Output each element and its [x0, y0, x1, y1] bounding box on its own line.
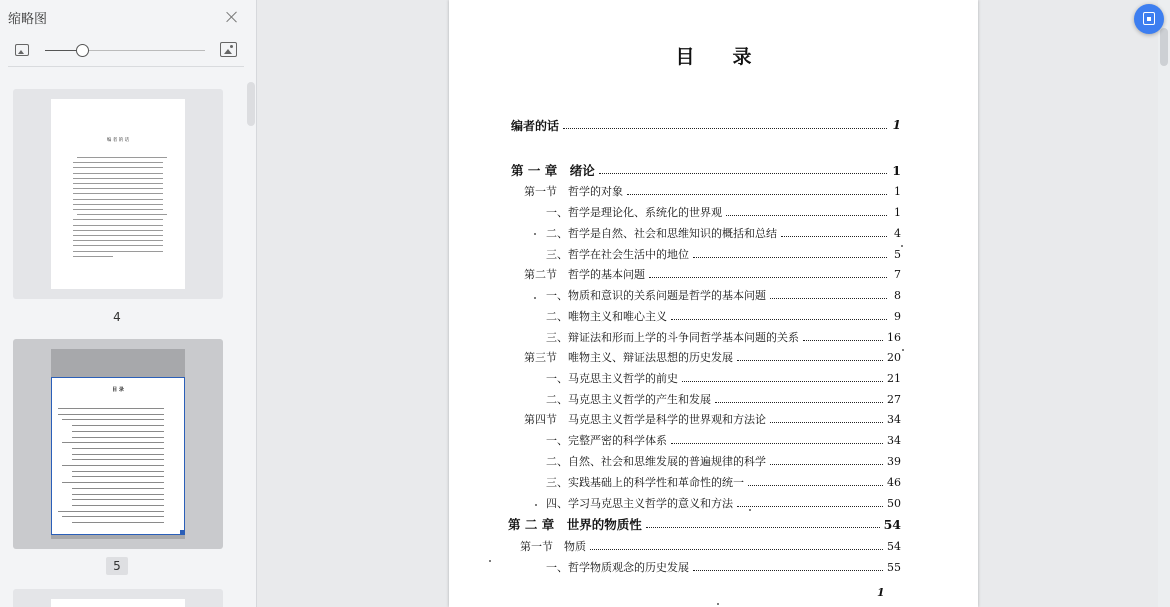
- scan-speck: [489, 560, 491, 562]
- scan-speck: [534, 297, 536, 299]
- toc-leader-dots: [682, 381, 883, 382]
- thumbnail-text-line: [58, 414, 164, 415]
- toc-leader-dots: [770, 298, 887, 299]
- scan-speck: [534, 233, 536, 235]
- toc-entry-page: 5: [894, 247, 901, 261]
- thumbnail-text-line: [73, 199, 163, 200]
- thumbnail-text-line: [73, 209, 163, 210]
- main-scrollbar[interactable]: [1158, 0, 1170, 607]
- thumbnail-text-line: [72, 454, 164, 455]
- toc-entry-page: 9: [894, 309, 901, 323]
- thumbnail-viewport-frame: [51, 377, 185, 535]
- main-scrollbar-thumb[interactable]: [1160, 28, 1168, 66]
- toc-leader-dots: [737, 506, 883, 507]
- toc-entry-page: 8: [894, 288, 901, 302]
- toc-entry-page: 55: [887, 560, 901, 574]
- scan-speck: [749, 509, 751, 511]
- toc-leader-dots: [649, 277, 887, 278]
- thumbnail-text-line: [73, 219, 163, 220]
- toc-entry-page: 7: [894, 267, 901, 281]
- toc-entry-label: 第 二 章 世界的物质性: [508, 517, 642, 532]
- toc-entry-page: 39: [887, 454, 901, 468]
- toc-entry-page: 54: [887, 539, 901, 553]
- toc-entry[interactable]: [508, 516, 901, 532]
- toc-leader-dots: [781, 236, 887, 237]
- thumbnail-text-line: [72, 522, 164, 523]
- toc-entry[interactable]: [524, 183, 901, 199]
- toc-entry[interactable]: [546, 204, 901, 220]
- toc-entry-page: 34: [887, 433, 901, 447]
- scan-speck: [901, 245, 903, 247]
- thumbnail-text-line: [62, 465, 164, 466]
- thumbnail-text-line: [73, 178, 163, 179]
- thumbnail-heading: 目 录: [112, 387, 124, 393]
- thumbnail-heading: 编 者 的 话: [106, 138, 130, 143]
- thumbnail-page-image: [51, 349, 185, 539]
- toc-leader-dots: [737, 360, 883, 361]
- toc-entry-label: 二、唯物主义和唯心主义: [546, 310, 667, 323]
- toc-entry-label: 第 一 章 绪论: [511, 163, 595, 178]
- toc-entry-label: 一、物质和意识的关系问题是哲学的基本问题: [546, 289, 766, 302]
- toc-entry-label: 三、辩证法和形而上学的斗争同哲学基本问题的关系: [546, 331, 799, 344]
- thumbnail-text-line: [77, 157, 167, 158]
- toc-leader-dots: [770, 422, 883, 423]
- toc-leader-dots: [590, 549, 883, 550]
- thumbnail-zoom-slider[interactable]: [45, 50, 205, 51]
- thumbnail-text-line: [72, 459, 164, 460]
- toc-entry-page: 50: [887, 496, 901, 510]
- toc-entry[interactable]: [511, 117, 901, 133]
- scan-speck: [902, 349, 904, 351]
- thumbnail-text-line: [73, 167, 163, 168]
- thumbnail-text-line: [73, 230, 163, 231]
- toc-entry-label: 二、自然、社会和思维发展的普遍规律的科学: [546, 455, 766, 468]
- thumbnail-page-number: 4: [113, 310, 121, 324]
- toc-entry-label: 三、实践基础上的科学性和革命性的统一: [546, 476, 744, 489]
- thumbnail-text-line: [62, 516, 164, 517]
- toc-leader-dots: [715, 402, 883, 403]
- toc-entry[interactable]: [546, 370, 901, 386]
- toc-entry[interactable]: [546, 287, 901, 303]
- toc-entry-label: 四、学习马克思主义哲学的意义和方法: [546, 497, 733, 510]
- thumbnail-text-line: [62, 419, 164, 420]
- toc-leader-dots: [803, 340, 883, 341]
- toc-entry[interactable]: [524, 411, 901, 427]
- toc-leader-dots: [599, 173, 887, 174]
- sidebar-scrollbar[interactable]: [247, 82, 255, 126]
- thumbnail-text-line: [73, 240, 163, 241]
- toc-entry-page: 34: [887, 412, 901, 426]
- thumbnail-text-line: [73, 225, 163, 226]
- thumbnail-text-line: [62, 442, 164, 443]
- thumbnail-card-page-5[interactable]: [13, 339, 223, 549]
- page-footer-number: 1: [877, 586, 885, 599]
- thumbnail-text-line: [73, 256, 113, 257]
- thumbnail-page-number: 5: [106, 557, 128, 575]
- thumbnail-text-line: [77, 214, 167, 215]
- toc-entry-label: 第四节 马克思主义哲学是科学的世界观和方法论: [524, 413, 766, 426]
- toc-entry[interactable]: [546, 432, 901, 448]
- toc-leader-dots: [770, 464, 883, 465]
- large-image-icon[interactable]: [220, 42, 237, 57]
- toc-entry-label: 第一节 哲学的对象: [524, 185, 623, 198]
- toc-entry-page: 1: [892, 162, 901, 178]
- thumbnail-text-line: [72, 476, 164, 477]
- toc-entry[interactable]: [546, 391, 901, 407]
- thumbnail-text-line: [72, 494, 164, 495]
- toc-entry-page: 27: [887, 392, 901, 406]
- toc-entry-page: 21: [887, 371, 901, 385]
- toc-leader-dots: [646, 527, 880, 528]
- toc-entry[interactable]: [546, 308, 901, 324]
- toc-leader-dots: [563, 128, 887, 129]
- thumbnail-text-line: [72, 488, 164, 489]
- toc-entry-page: 46: [887, 475, 901, 489]
- toc-entry-label: 第一节 物质: [520, 540, 586, 553]
- toc-entry-page: 20: [887, 350, 901, 364]
- toc-entry-label: 三、哲学在社会生活中的地位: [546, 248, 689, 261]
- thumbnail-text-line: [72, 471, 164, 472]
- document-page: [449, 0, 978, 607]
- toc-entry[interactable]: [546, 495, 901, 511]
- thumbnail-text-line: [62, 482, 164, 483]
- thumbnail-card-page-4[interactable]: [13, 89, 223, 299]
- thumbnail-page-image: [51, 99, 185, 289]
- scan-speck: [535, 504, 537, 506]
- toc-leader-dots: [693, 570, 883, 571]
- toc-entry-label: 二、马克思主义哲学的产生和发展: [546, 393, 711, 406]
- toc-entry[interactable]: [546, 225, 901, 241]
- scan-speck: [717, 603, 719, 605]
- toc-entry-page: 1: [894, 205, 901, 219]
- toc-entry-label: 第二节 哲学的基本问题: [524, 268, 645, 281]
- toc-leader-dots: [627, 194, 887, 195]
- thumbnail-text-line: [73, 204, 163, 205]
- thumbnail-text-line: [73, 245, 163, 246]
- thumbnail-text-line: [73, 188, 163, 189]
- toc-entry[interactable]: [520, 538, 901, 554]
- thumbnail-text-line: [72, 425, 164, 426]
- thumbnail-sidebar: [0, 0, 257, 607]
- close-icon[interactable]: [224, 9, 240, 25]
- toc-entry-page: 1: [894, 184, 901, 198]
- toc-entry-page: 1: [892, 118, 901, 132]
- thumbnail-toggle-button[interactable]: [1134, 4, 1164, 34]
- thumbnail-list: [0, 67, 246, 607]
- toc-entry-label: 一、哲学物质观念的历史发展: [546, 561, 689, 574]
- page-title: 目录: [675, 46, 790, 68]
- toc-entry[interactable]: [524, 349, 901, 365]
- thumbnail-text-line: [72, 431, 164, 432]
- toc-entry[interactable]: [546, 453, 901, 469]
- toc-entry-page: 54: [883, 516, 901, 532]
- toc-entry[interactable]: [546, 474, 901, 490]
- thumbnail-text-line: [72, 448, 164, 449]
- toc-entry-label: 二、哲学是自然、社会和思维知识的概括和总结: [546, 227, 777, 240]
- toc-entry-label: 一、完整严密的科学体系: [546, 434, 667, 447]
- thumbnail-text-line: [73, 173, 163, 174]
- thumbnail-text-line: [72, 437, 164, 438]
- toc-entry-label: 编者的话: [511, 118, 560, 133]
- toc-leader-dots: [693, 257, 887, 258]
- thumbnail-text-line: [58, 511, 164, 512]
- toc-entry[interactable]: [524, 266, 901, 282]
- thumbnail-text-line: [73, 183, 163, 184]
- toc-leader-dots: [671, 319, 887, 320]
- toc-leader-dots: [671, 443, 883, 444]
- small-image-icon[interactable]: [15, 44, 29, 56]
- sidebar-title: 缩略图: [8, 12, 48, 27]
- toc-entry[interactable]: [546, 329, 901, 345]
- toc-entry-label: 一、哲学是理论化、系统化的世界观: [546, 206, 722, 219]
- thumbnail-card-page-6[interactable]: [13, 589, 223, 607]
- thumbnail-toggle-icon: [1143, 12, 1155, 25]
- toc-leader-dots: [726, 215, 887, 216]
- thumbnail-text-line: [73, 162, 163, 163]
- thumbnail-resize-handle[interactable]: [180, 530, 184, 534]
- thumbnail-text-line: [72, 505, 164, 506]
- toc-entry-page: 4: [894, 226, 901, 240]
- toc-entry-page: 16: [887, 330, 901, 344]
- thumbnail-text-line: [72, 499, 164, 500]
- thumbnail-text-line: [58, 408, 164, 409]
- toc-entry-label: 第三节 唯物主义、辩证法思想的历史发展: [524, 351, 733, 364]
- thumbnail-zoom-row: [0, 40, 257, 64]
- zoom-slider-handle[interactable]: [76, 44, 89, 57]
- toc-entry-label: 一、马克思主义哲学的前史: [546, 372, 678, 385]
- toc-leader-dots: [748, 485, 883, 486]
- thumbnail-text-line: [73, 251, 163, 252]
- toc-entry[interactable]: [546, 559, 901, 575]
- thumbnail-text-line: [73, 235, 163, 236]
- toc-entry[interactable]: [511, 162, 901, 178]
- toc-entry[interactable]: [546, 246, 901, 262]
- thumbnail-text-line: [73, 193, 163, 194]
- thumbnail-page-image: [51, 599, 185, 607]
